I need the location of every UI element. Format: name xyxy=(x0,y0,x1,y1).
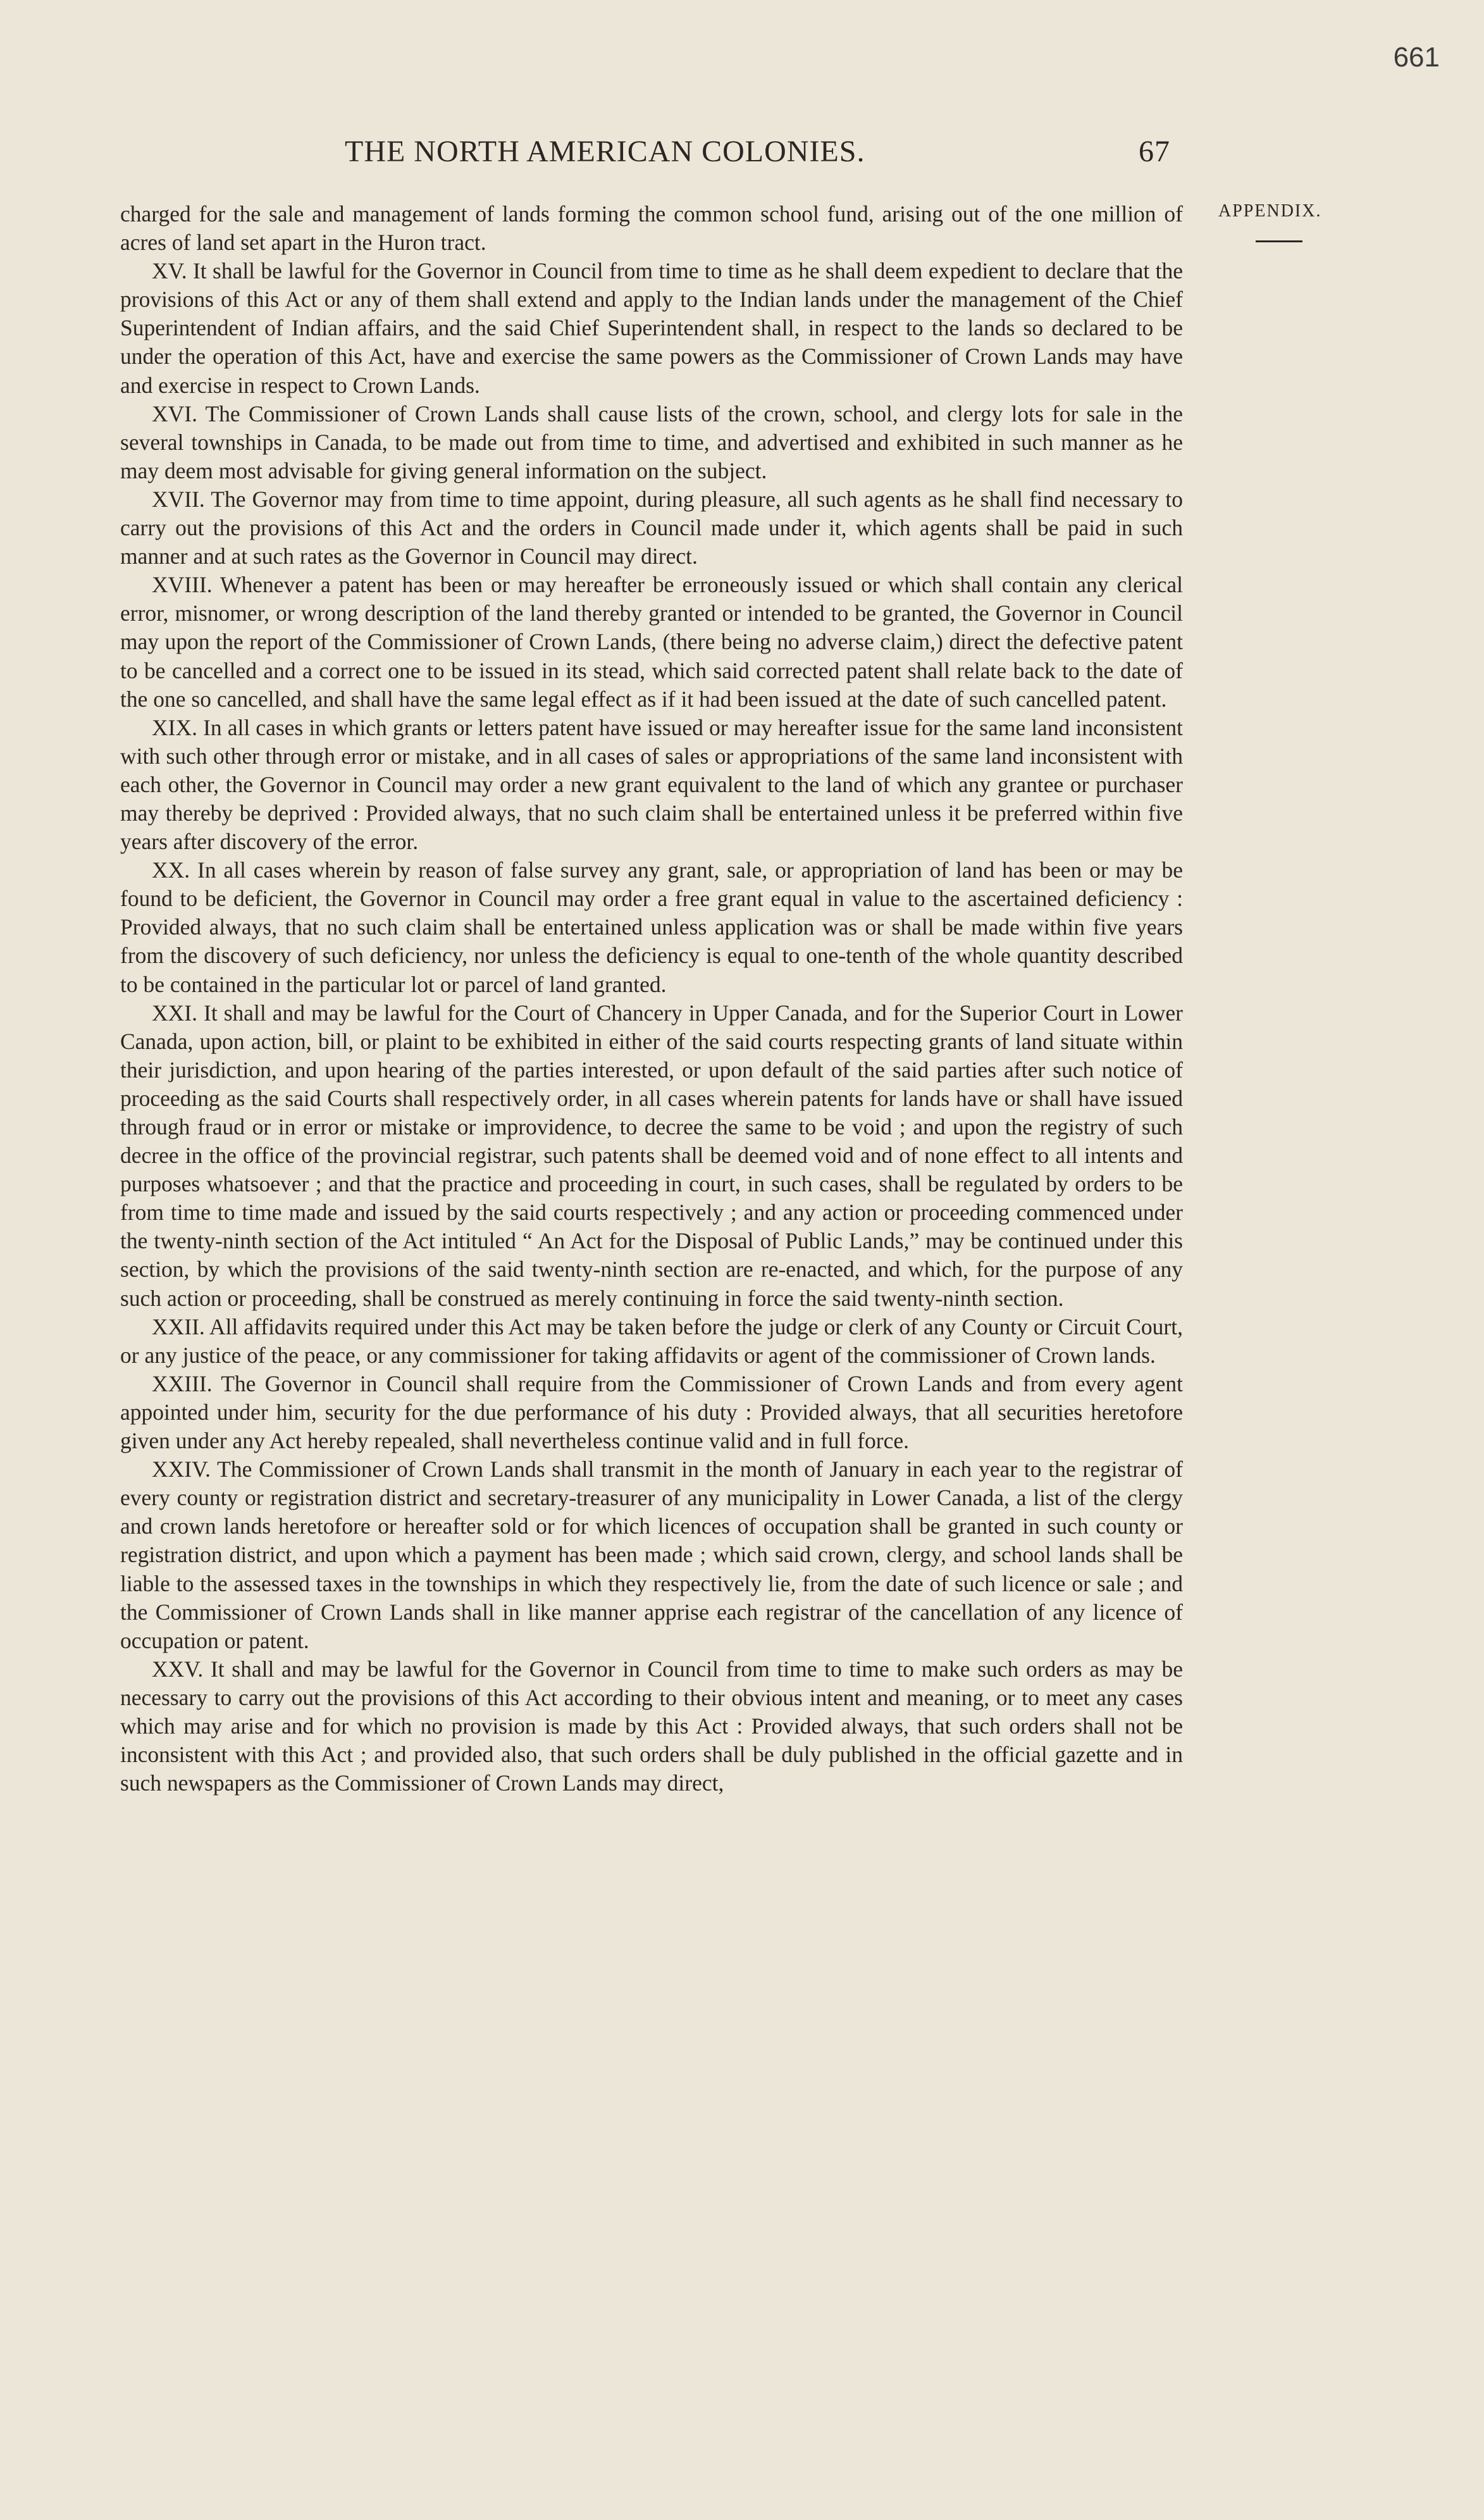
section-xxiv: XXIV. The Commissioner of Crown Lands shall transmit in the month of January in each year to the registrar of every county or registration district and secretary-treasurer of any municipality in Lower Canada, a list of the clergy and crown lands heretofore or hereafter sold or for which licences of occupation shall be granted in such county or registration district, and upon which a payment has been made ; which said crown, clergy, and school lands shall be liable to the assessed taxes in the townships in which they respectively lie, from the date of such licence or sale ; and the Commissioner of Crown Lands shall in like manner apprise each registrar of the cancellation of any licence of occupation or patent. xyxy=(120,1456,1183,1653)
folio-number: 661 xyxy=(1393,42,1440,73)
margin-note: APPENDIX. xyxy=(1218,201,1322,221)
margin-rule xyxy=(1256,240,1302,242)
paragraph-continuation: charged for the sale and management of lands forming the common school fund, arising out of the one million of acres of land set apart in the Huron tract. xyxy=(120,201,1183,256)
section-xv: XV. It shall be lawful for the Governor in Council from time to time as he shall deem expedient to declare that the provisions of this Act or any of them shall extend and apply to the Indian lands under the management of the Chief Superintendent of Indian affairs, and the said Chief Superintendent shall, in respect to the lands so declared to be under the operation of this Act, have and exercise the same powers as the Commissioner of Crown Lands may have and exercise in respect to Crown Lands. xyxy=(120,258,1183,398)
section-xix: XIX. In all cases in which grants or letters patent have issued or may hereafter issue for the same land inconsistent with such other through error or mistake, and in all cases of sales or appropriations of the same land inconsistent with each other, the Governor in Council may order a new grant equivalent to the land of which any grantee or purchaser may thereby be deprived : Provided always, that no such claim shall be entertained unless it be preferred within five years after discovery of the error. xyxy=(120,714,1183,855)
section-xvii: XVII. The Governor may from time to time appoint, during pleasure, all such agents as he shall find necessary to carry out the provisions of this Act and the orders in Council made under it, which agents shall be paid in such manner and at such rates as the Governor in Council may direct. xyxy=(120,486,1183,569)
body-text xyxy=(120,200,1183,1797)
section-xvi: XVI. The Commissioner of Crown Lands shall cause lists of the crown, school, and clergy lots for sale in the several townships in Canada, to be made out from time to time, and advertised and exhibited in such manner as he may deem most advisable for giving general information on the subject. xyxy=(120,400,1183,483)
section-xx: XX. In all cases wherein by reason of false survey any grant, sale, or appropriation of land has been or may be found to be deficient, the Governor in Council may order a free grant equal in value to the ascertained deficiency : Provided always, that no such claim shall be entertained unless application was or shall be made within five years from the discovery of such deficiency, nor unless the deficiency is equal to one-tenth of the whole quantity described to be contained in the particular lot or parcel of land granted. xyxy=(120,857,1183,997)
section-xxi: XXI. It shall and may be lawful for the Court of Chancery in Upper Canada, and for the Superior Court in Lower Canada, upon action, bill, or plaint to be exhibited in either of the said courts respecting grants of land situate within their jurisdiction, and upon hearing of the parties interested, or upon default of the said parties after such notice of proceeding as the said Courts shall respectively order, in all cases wherein patents for lands have or shall have issued through fraud or in error or mistake or improvidence, to decree the same to be void ; and upon the registry of such decree in the office of the provincial registrar, such patents shall be deemed void and of none effect to all intents and purposes whatsoever ; and that the practice and proceeding in court, in such cases, shall be regulated by orders to be from time to time made and issued by the said courts respectively ; and any action or proceeding commenced under the twenty-ninth section of the Act intituled “ An Act for the Disposal of Public Lands,” may be continued under this section, by which the provisions of the said twenty-ninth section are re-enacted, and which, for the purpose of any such action or proceeding, shall be construed as merely continuing in force the said twenty-ninth section. xyxy=(120,1000,1183,1311)
page-number: 67 xyxy=(1139,135,1170,168)
section-xviii: XVIII. Whenever a patent has been or may hereafter be erroneously issued or which shall contain any clerical error, misnomer, or wrong description of the land thereby granted or intended to be granted, the Governor in Council may upon the report of the Commissioner of Crown Lands, (there being no adverse claim,) direct the defective patent to be cancelled and a correct one to be issued in its stead, which said corrected patent shall relate back to the date of the one so cancelled, and shall have the same legal effect as if it had been issued at the date of such cancelled patent. xyxy=(120,572,1183,712)
page-title: THE NORTH AMERICAN COLONIES. xyxy=(345,135,865,168)
section-xxii: XXII. All affidavits required under this Act may be taken before the judge or clerk of any County or Circuit Court, or any justice of the peace, or any commissioner for taking affidavits or agent of the commissioner of Crown lands. xyxy=(120,1313,1183,1368)
section-xxiii: XXIII. The Governor in Council shall require from the Commissioner of Crown Lands and from every agent appointed under him, security for the due performance of his duty : Provided always, that all securities heretofore given under any Act hereby repealed, shall nevertheless continue valid and in full force. xyxy=(120,1370,1183,1454)
section-xxv: XXV. It shall and may be lawful for the Governor in Council from time to time to make such orders as may be necessary to carry out the provisions of this Act according to their obvious intent and meaning, or to meet any cases which may arise and for which no provision is made by this Act : Provided always, that such orders shall not be inconsistent with this Act ; and provided also, that such orders shall be duly published in the official gazette and in such newspapers as the Commissioner of Crown Lands may direct, xyxy=(120,1656,1183,1796)
